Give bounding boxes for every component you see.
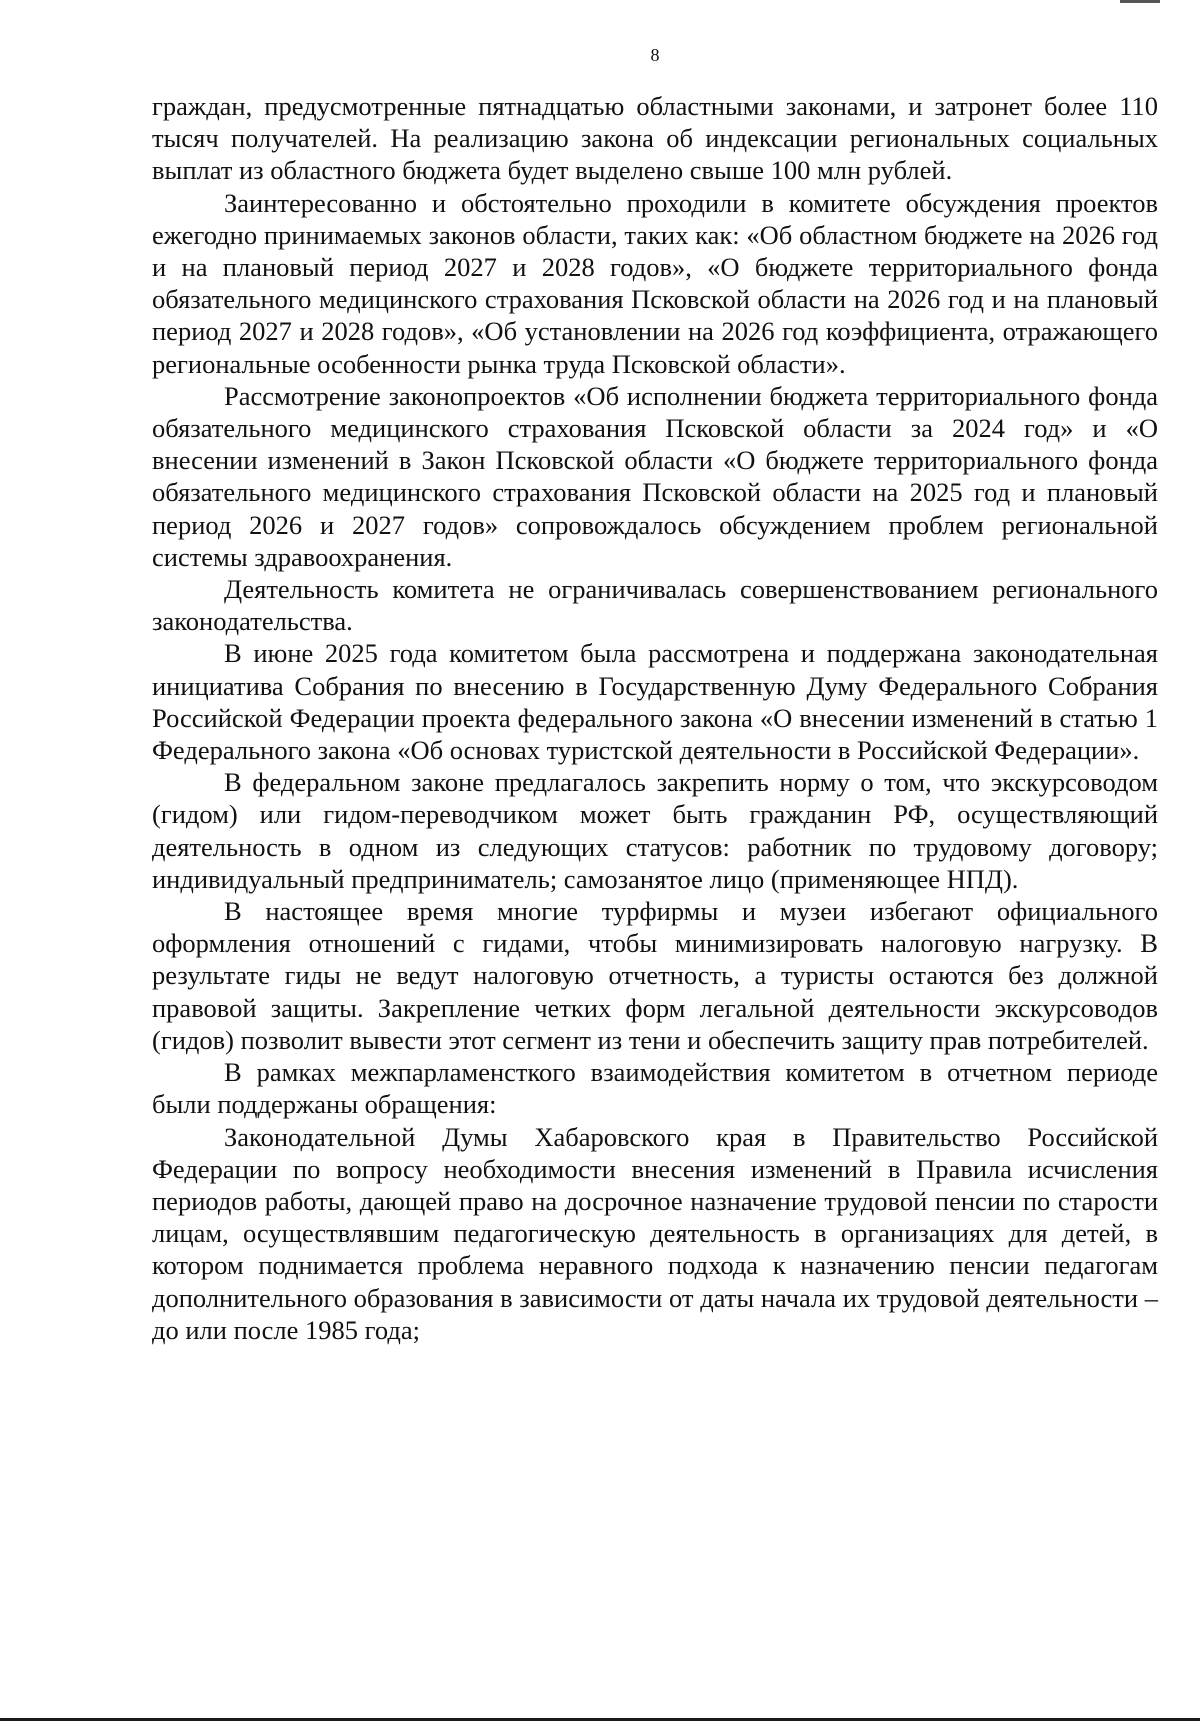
paragraph-2: Заинтересованно и обстоятельно проходили в комитете обсуждения проектов ежегодно принимаемых законов области, таких как: «Об областном бюджете на 2026 год и на плановый период 2027 и 2028 годов», «О бюджете территориального фонда обязательного медицинского страхования Псковской области на 2026 год и на плановый период 2027 и 2028 годов», «Об установлении на 2026 год коэффициента, отражающего региональные особенности рынка труда Псковской области». — [152, 187, 1158, 379]
paragraph-6: В федеральном законе предлагалось закрепить норму о том, что экскурсоводом (гидом) или гидом-переводчиком может быть гражданин РФ, осуществляющий деятельность в одном из следующих статусов: работник по трудовому договору; индивидуальный предприниматель; самозанятое лицо (применяющее НПД). — [152, 767, 1158, 894]
paragraph-1: граждан, предусмотренные пятнадцатью областными законами, и затронет более 110 тысяч получателей. На реализацию закона об индексации региональных социальных выплат из областного бюджета будет выделено свыше 100 млн рублей. — [152, 91, 1158, 186]
bottom-edge-line — [0, 1718, 1200, 1721]
paragraph-9: Законодательной Думы Хабаровского края в Правительство Российской Федерации по вопросу необходимости внесения изменений в Правила исчисления периодов работы, дающей право на досрочное назначение трудовой пенсии по старости лицам, осуществлявшим педагогическую деятельность в организациях для детей, в котором поднимается проблема неравного подхода к назначению пенсии педагогам дополнительного образования в зависимости от даты начала их трудовой деятельности – до или после 1985 года; — [152, 1121, 1158, 1345]
scan-corner-mark — [1120, 0, 1160, 3]
paragraph-8: В рамках межпарламенсткого взаимодействия комитетом в отчетном периоде были поддержаны обращения: — [152, 1057, 1158, 1120]
paragraph-7: В настоящее время многие турфирмы и музеи избегают официального оформления отношений с гидами, чтобы минимизировать налоговую нагрузку. В результате гиды не ведут налоговую отчетность, а туристы остаются без должной правовой защиты. Закрепление четких форм легальной деятельности экскурсоводов (гидов) позволит вывести этот сегмент из тени и обеспечить защиту прав потребителей. — [152, 896, 1158, 1055]
paragraph-4: Деятельность комитета не ограничивалась совершенствованием регионального законодательства. — [152, 574, 1158, 637]
document-body — [152, 90, 1158, 1346]
paragraph-3: Рассмотрение законопроектов «Об исполнении бюджета территориального фонда обязательного медицинского страхования Псковской области за 2024 год» и «О внесении изменений в Закон Псковской области «О бюджете территориального фонда обязательного медицинского страхования Псковской области на 2025 год и плановый период 2026 и 2027 годов» сопровождалось обсуждением проблем региональной системы здравоохранения. — [152, 380, 1158, 572]
paragraph-5: В июне 2025 года комитетом была рассмотрена и поддержана законодательная инициатива Собрания по внесению в Государственную Думу Федерального Собрания Российской Федерации проекта федерального закона «О внесении изменений в статью 1 Федерального закона «Об основах туристской деятельности в Российской Федерации». — [152, 638, 1158, 766]
page-number: 8 — [650, 45, 660, 65]
